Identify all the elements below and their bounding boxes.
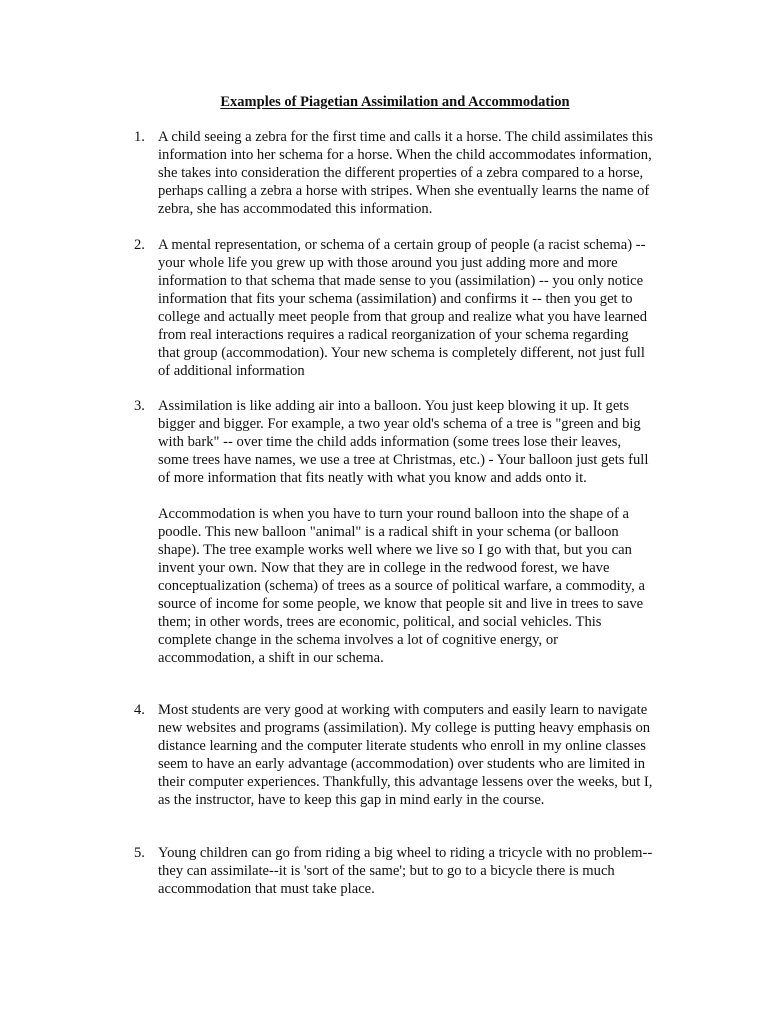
item-body <box>158 701 654 809</box>
item-number: 1. <box>134 129 145 145</box>
item-paragraph: Assimilation is like adding air into a balloon. You just keep blowing it up. It gets bigger and bigger. For example, a two year old's schema of a tree is "green and big with bark" -- over time the child adds information (some trees lose their leaves, some trees have names, we use a tree at Christmas, etc.) - Your balloon just gets full of more information that fits neatly with what you know and adds onto it. <box>158 398 649 486</box>
document-title: Examples of Piagetian Assimilation and Accommodation <box>220 94 570 110</box>
item-paragraph: Accommodation is when you have to turn your round balloon into the shape of a poodle. This new balloon "animal" is a radical shift in your schema (or balloon shape). The tree example works well where we live so I go with that, but you can invent your own. Now that they are in college in the redwood forest, we have conceptualization (schema) of trees as a source of political warfare, a commodity, a source of income for some people, we know that people sit and live in trees to save them; in other words, trees are economic, political, and social vehicles. This complete change in the schema involves a lot of cognitive energy, or accommodation, a shift in our schema. <box>158 506 645 666</box>
item-body <box>158 844 654 898</box>
item-body <box>158 397 654 667</box>
item-paragraph: A child seeing a zebra for the first time and calls it a horse. The child assimilates this information into her schema for a horse. When the child accommodates information, she takes into consideration the different properties of a zebra compared to a horse, perhaps calling a zebra a horse with stripes. When she eventually learns the name of zebra, she has accommodated this information. <box>158 129 653 217</box>
item-body <box>158 236 654 380</box>
item-number: 4. <box>134 702 145 718</box>
item-body <box>158 128 654 218</box>
item-paragraph: A mental representation, or schema of a certain group of people (a racist schema) -- your whole life you grew up with those around you just adding more and more information to that schema that made sense to you (assimilation) -- you only notice information that fits your schema (assimilation) and confirms it -- then you get to college and actually meet people from that group and realize what you have learned from real interactions requires a radical reorganization of your schema regarding that group (accommodation). Your new schema is completely different, not just full of additional information <box>158 237 648 379</box>
item-number: 3. <box>134 398 145 414</box>
item-number: 2. <box>134 237 145 253</box>
item-paragraph: Most students are very good at working with computers and easily learn to navigate new websites and programs (assimilation). My college is putting heavy emphasis on distance learning and the computer literate students who enroll in my online classes seem to have an early advantage (accommodation) over students who are limited in their computer experiences. Thankfully, this advantage lessens over the weeks, but I, as the instructor, have to keep this gap in mind early in the course. <box>158 702 653 808</box>
item-paragraph: Young children can go from riding a big wheel to riding a tricycle with no problem--they can assimilate--it is 'sort of the same'; but to go to a bicycle there is much accommodation that must take place. <box>158 845 653 897</box>
item-number: 5. <box>134 845 145 861</box>
